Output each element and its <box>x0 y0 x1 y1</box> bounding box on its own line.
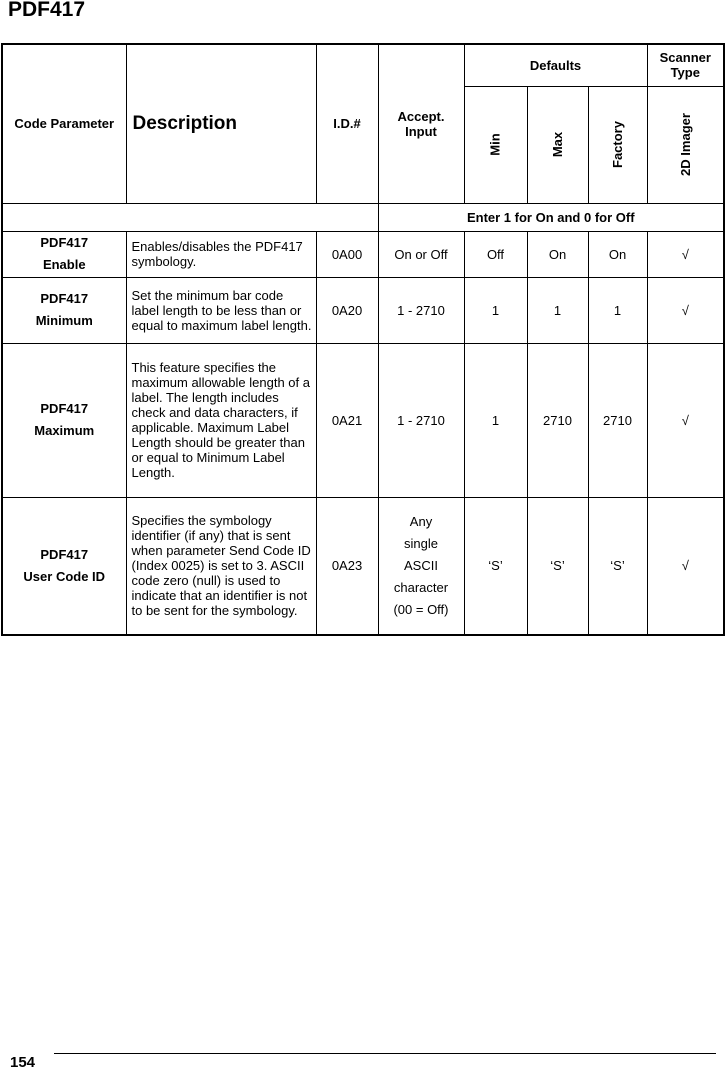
param-accept: Any single ASCII character (00 = Off) <box>378 497 464 635</box>
param-id: 0A23 <box>316 497 378 635</box>
param-description: This feature specifies the maximum allowable length of a label. The length includes check and data characters, if applicable. Maximum Label Length should be greater than or equal to Minimum Label Length. <box>126 343 316 497</box>
header-defaults: Defaults <box>464 44 647 86</box>
param-description: Set the minimum bar code label length to be less than or equal to maximum label length. <box>126 277 316 343</box>
page-number: 154 <box>10 1054 36 1071</box>
param-min: 1 <box>464 277 527 343</box>
param-name: PDF417 Minimum <box>2 277 126 343</box>
header-code-parameter: Code Parameter <box>2 44 126 203</box>
param-max: 1 <box>527 277 588 343</box>
param-id: 0A20 <box>316 277 378 343</box>
table-row <box>2 277 724 343</box>
imager-check: √ <box>647 231 724 277</box>
parameter-table <box>1 43 725 636</box>
header-factory-cell <box>588 86 647 203</box>
header-min: Min <box>487 133 503 156</box>
header-max: Max <box>549 131 565 158</box>
param-name: PDF417 User Code ID <box>2 497 126 635</box>
param-min: Off <box>464 231 527 277</box>
header-imager-cell <box>647 86 724 203</box>
header-imager: 2D Imager <box>677 113 693 176</box>
param-max: 2710 <box>527 343 588 497</box>
param-accept: 1 - 2710 <box>378 277 464 343</box>
header-factory: Factory <box>610 121 626 168</box>
table-row <box>2 343 724 497</box>
table-row <box>2 231 724 277</box>
param-factory: ‘S’ <box>588 497 647 635</box>
param-factory: On <box>588 231 647 277</box>
param-accept: 1 - 2710 <box>378 343 464 497</box>
imager-check: √ <box>647 343 724 497</box>
param-min: 1 <box>464 343 527 497</box>
header-accept-input: Accept. Input <box>378 44 464 203</box>
header-min-cell <box>464 86 527 203</box>
table-row <box>2 497 724 635</box>
param-description: Specifies the symbology identifier (if any) that is sent when parameter Send Code ID (Index 0025) is set to 3. ASCII code zero (null) is used to indicate that an identifier is not to be sent for the symbology. <box>126 497 316 635</box>
param-factory: 2710 <box>588 343 647 497</box>
enter-note: Enter 1 for On and 0 for Off <box>378 203 724 231</box>
param-name: PDF417 Maximum <box>2 343 126 497</box>
param-name: PDF417 Enable <box>2 231 126 277</box>
header-id: I.D.# <box>316 44 378 203</box>
param-factory: 1 <box>588 277 647 343</box>
page-title: PDF417 <box>8 0 86 21</box>
footer-divider <box>54 1053 716 1054</box>
blank-cell <box>2 203 378 231</box>
header-max-cell <box>527 86 588 203</box>
header-description: Description <box>126 44 316 203</box>
header-scanner-type: Scanner Type <box>647 44 724 86</box>
param-accept: On or Off <box>378 231 464 277</box>
param-id: 0A21 <box>316 343 378 497</box>
param-min: ‘S’ <box>464 497 527 635</box>
imager-check: √ <box>647 277 724 343</box>
param-max: ‘S’ <box>527 497 588 635</box>
imager-check: √ <box>647 497 724 635</box>
param-max: On <box>527 231 588 277</box>
param-description: Enables/disables the PDF417 symbology. <box>126 231 316 277</box>
param-id: 0A00 <box>316 231 378 277</box>
